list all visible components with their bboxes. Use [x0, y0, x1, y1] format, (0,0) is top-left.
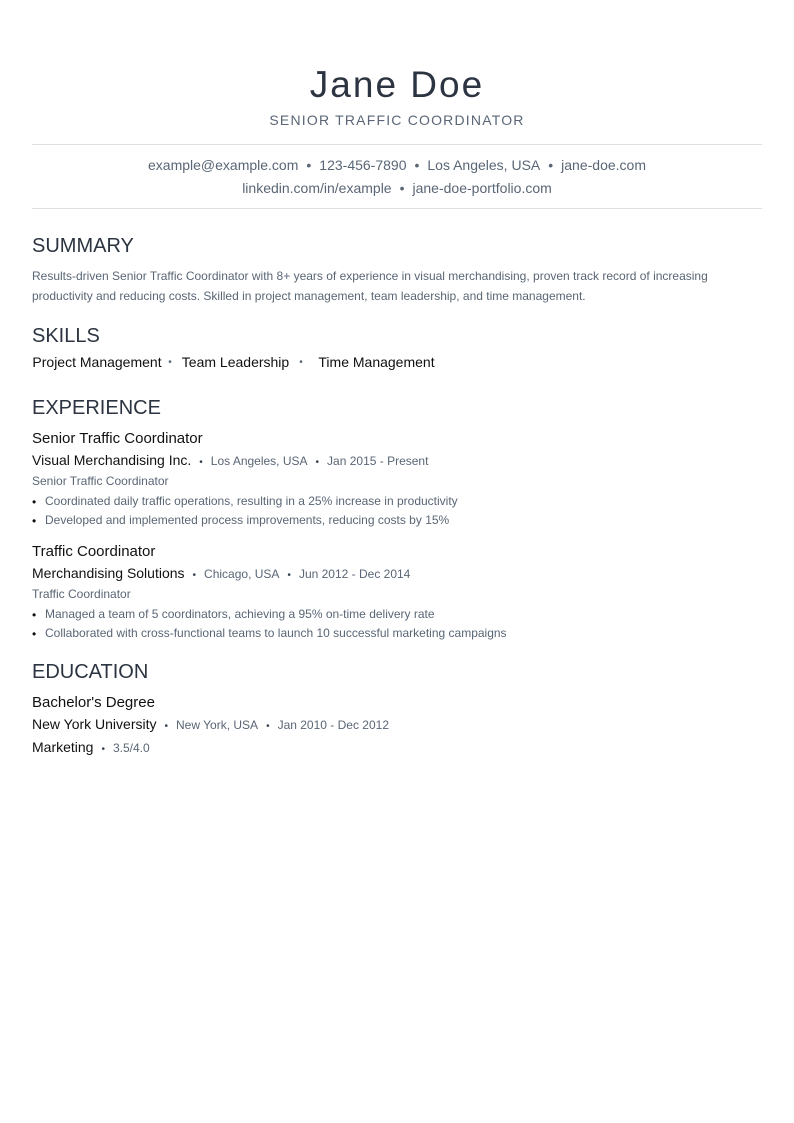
- education-section: [32, 660, 762, 759]
- list-item: [32, 624, 762, 643]
- experience-section: [32, 396, 762, 643]
- education-degree: Bachelor's Degree: [32, 694, 155, 711]
- resume-header: [32, 0, 762, 128]
- job-entry: [32, 542, 762, 643]
- summary-section: [32, 234, 762, 306]
- contact-line-1: [32, 154, 762, 177]
- education-gpa: 3.5/4.0: [112, 741, 150, 755]
- job-dates: Jan 2015 - Present: [327, 454, 429, 468]
- separator-dot: •: [164, 721, 169, 732]
- job-title: Senior Traffic Coordinator: [32, 430, 203, 447]
- job-title: Traffic Coordinator: [32, 543, 156, 560]
- separator-dot: •: [299, 356, 303, 368]
- job-meta: [32, 564, 762, 585]
- resume-page: [32, 0, 762, 759]
- job-bullets: [32, 605, 762, 643]
- bullet-icon: •: [32, 608, 37, 622]
- list-item: [32, 492, 762, 511]
- skill-item: Project Management: [32, 354, 162, 370]
- separator-dot: •: [192, 570, 197, 581]
- list-item: [32, 605, 762, 624]
- separator-dot: •: [101, 744, 105, 755]
- job-role: Senior Traffic Coordinator: [32, 474, 169, 488]
- job-entry: [32, 429, 762, 530]
- contact-linkedin[interactable]: linkedin.com/in/example: [242, 180, 392, 196]
- separator-dot: •: [414, 157, 420, 173]
- separator-dot: •: [287, 570, 291, 581]
- separator-dot: •: [168, 356, 172, 368]
- skill-item: Team Leadership: [181, 354, 290, 370]
- skills-heading: SKILLS: [32, 325, 100, 347]
- summary-heading: SUMMARY: [32, 235, 134, 257]
- education-meta: [32, 715, 762, 736]
- candidate-name: Jane Doe: [309, 64, 485, 105]
- bullet-icon: •: [32, 514, 37, 528]
- job-bullets: [32, 492, 762, 530]
- separator-dot: •: [266, 721, 270, 732]
- contact-info: [32, 144, 762, 209]
- candidate-title: SENIOR TRAFFIC COORDINATOR: [269, 112, 525, 128]
- education-dates: Jan 2010 - Dec 2012: [277, 718, 389, 732]
- job-company: Merchandising Solutions: [32, 565, 185, 581]
- contact-line-2: [32, 177, 762, 200]
- experience-heading: EXPERIENCE: [32, 397, 161, 419]
- bullet-text: Coordinated daily traffic operations, resulting in a 25% increase in productivity: [45, 494, 458, 508]
- separator-dot: •: [399, 180, 405, 196]
- education-entry: [32, 693, 762, 759]
- bullet-text: Collaborated with cross-functional teams to launch 10 successful marketing campaigns: [45, 626, 507, 640]
- skills-section: [32, 324, 762, 370]
- job-meta: [32, 451, 762, 472]
- education-location: New York, USA: [176, 718, 259, 732]
- bullet-text: Developed and implemented process improvements, reducing costs by 15%: [45, 513, 450, 527]
- summary-text: Results-driven Senior Traffic Coordinator with 8+ years of experience in visual merchandising, proven track record of increasing productivity and reducing costs. Skilled in project management, team leadership, and time management.: [32, 269, 708, 303]
- job-location: Los Angeles, USA: [210, 454, 308, 468]
- separator-dot: •: [306, 157, 312, 173]
- list-item: [32, 511, 762, 530]
- education-heading: EDUCATION: [32, 661, 149, 683]
- skill-item: Time Management: [318, 354, 435, 370]
- contact-location: Los Angeles, USA: [427, 157, 541, 173]
- education-field: Marketing: [32, 739, 94, 755]
- job-dates: Jun 2012 - Dec 2014: [298, 567, 411, 581]
- job-company: Visual Merchandising Inc.: [32, 452, 192, 468]
- contact-phone[interactable]: 123-456-7890: [319, 157, 407, 173]
- job-location: Chicago, USA: [204, 567, 280, 581]
- bullet-icon: •: [32, 495, 37, 509]
- contact-email[interactable]: example@example.com: [148, 157, 299, 173]
- job-role: Traffic Coordinator: [32, 587, 131, 601]
- skills-list: [32, 354, 762, 370]
- separator-dot: •: [315, 457, 320, 468]
- bullet-text: Managed a team of 5 coordinators, achieving a 95% on-time delivery rate: [45, 607, 435, 621]
- education-field-row: [32, 738, 762, 759]
- bullet-icon: •: [32, 627, 37, 641]
- contact-website[interactable]: jane-doe.com: [561, 157, 646, 173]
- separator-dot: •: [199, 457, 203, 468]
- education-school: New York University: [32, 716, 157, 732]
- separator-dot: •: [548, 157, 554, 173]
- contact-portfolio[interactable]: jane-doe-portfolio.com: [412, 180, 552, 196]
